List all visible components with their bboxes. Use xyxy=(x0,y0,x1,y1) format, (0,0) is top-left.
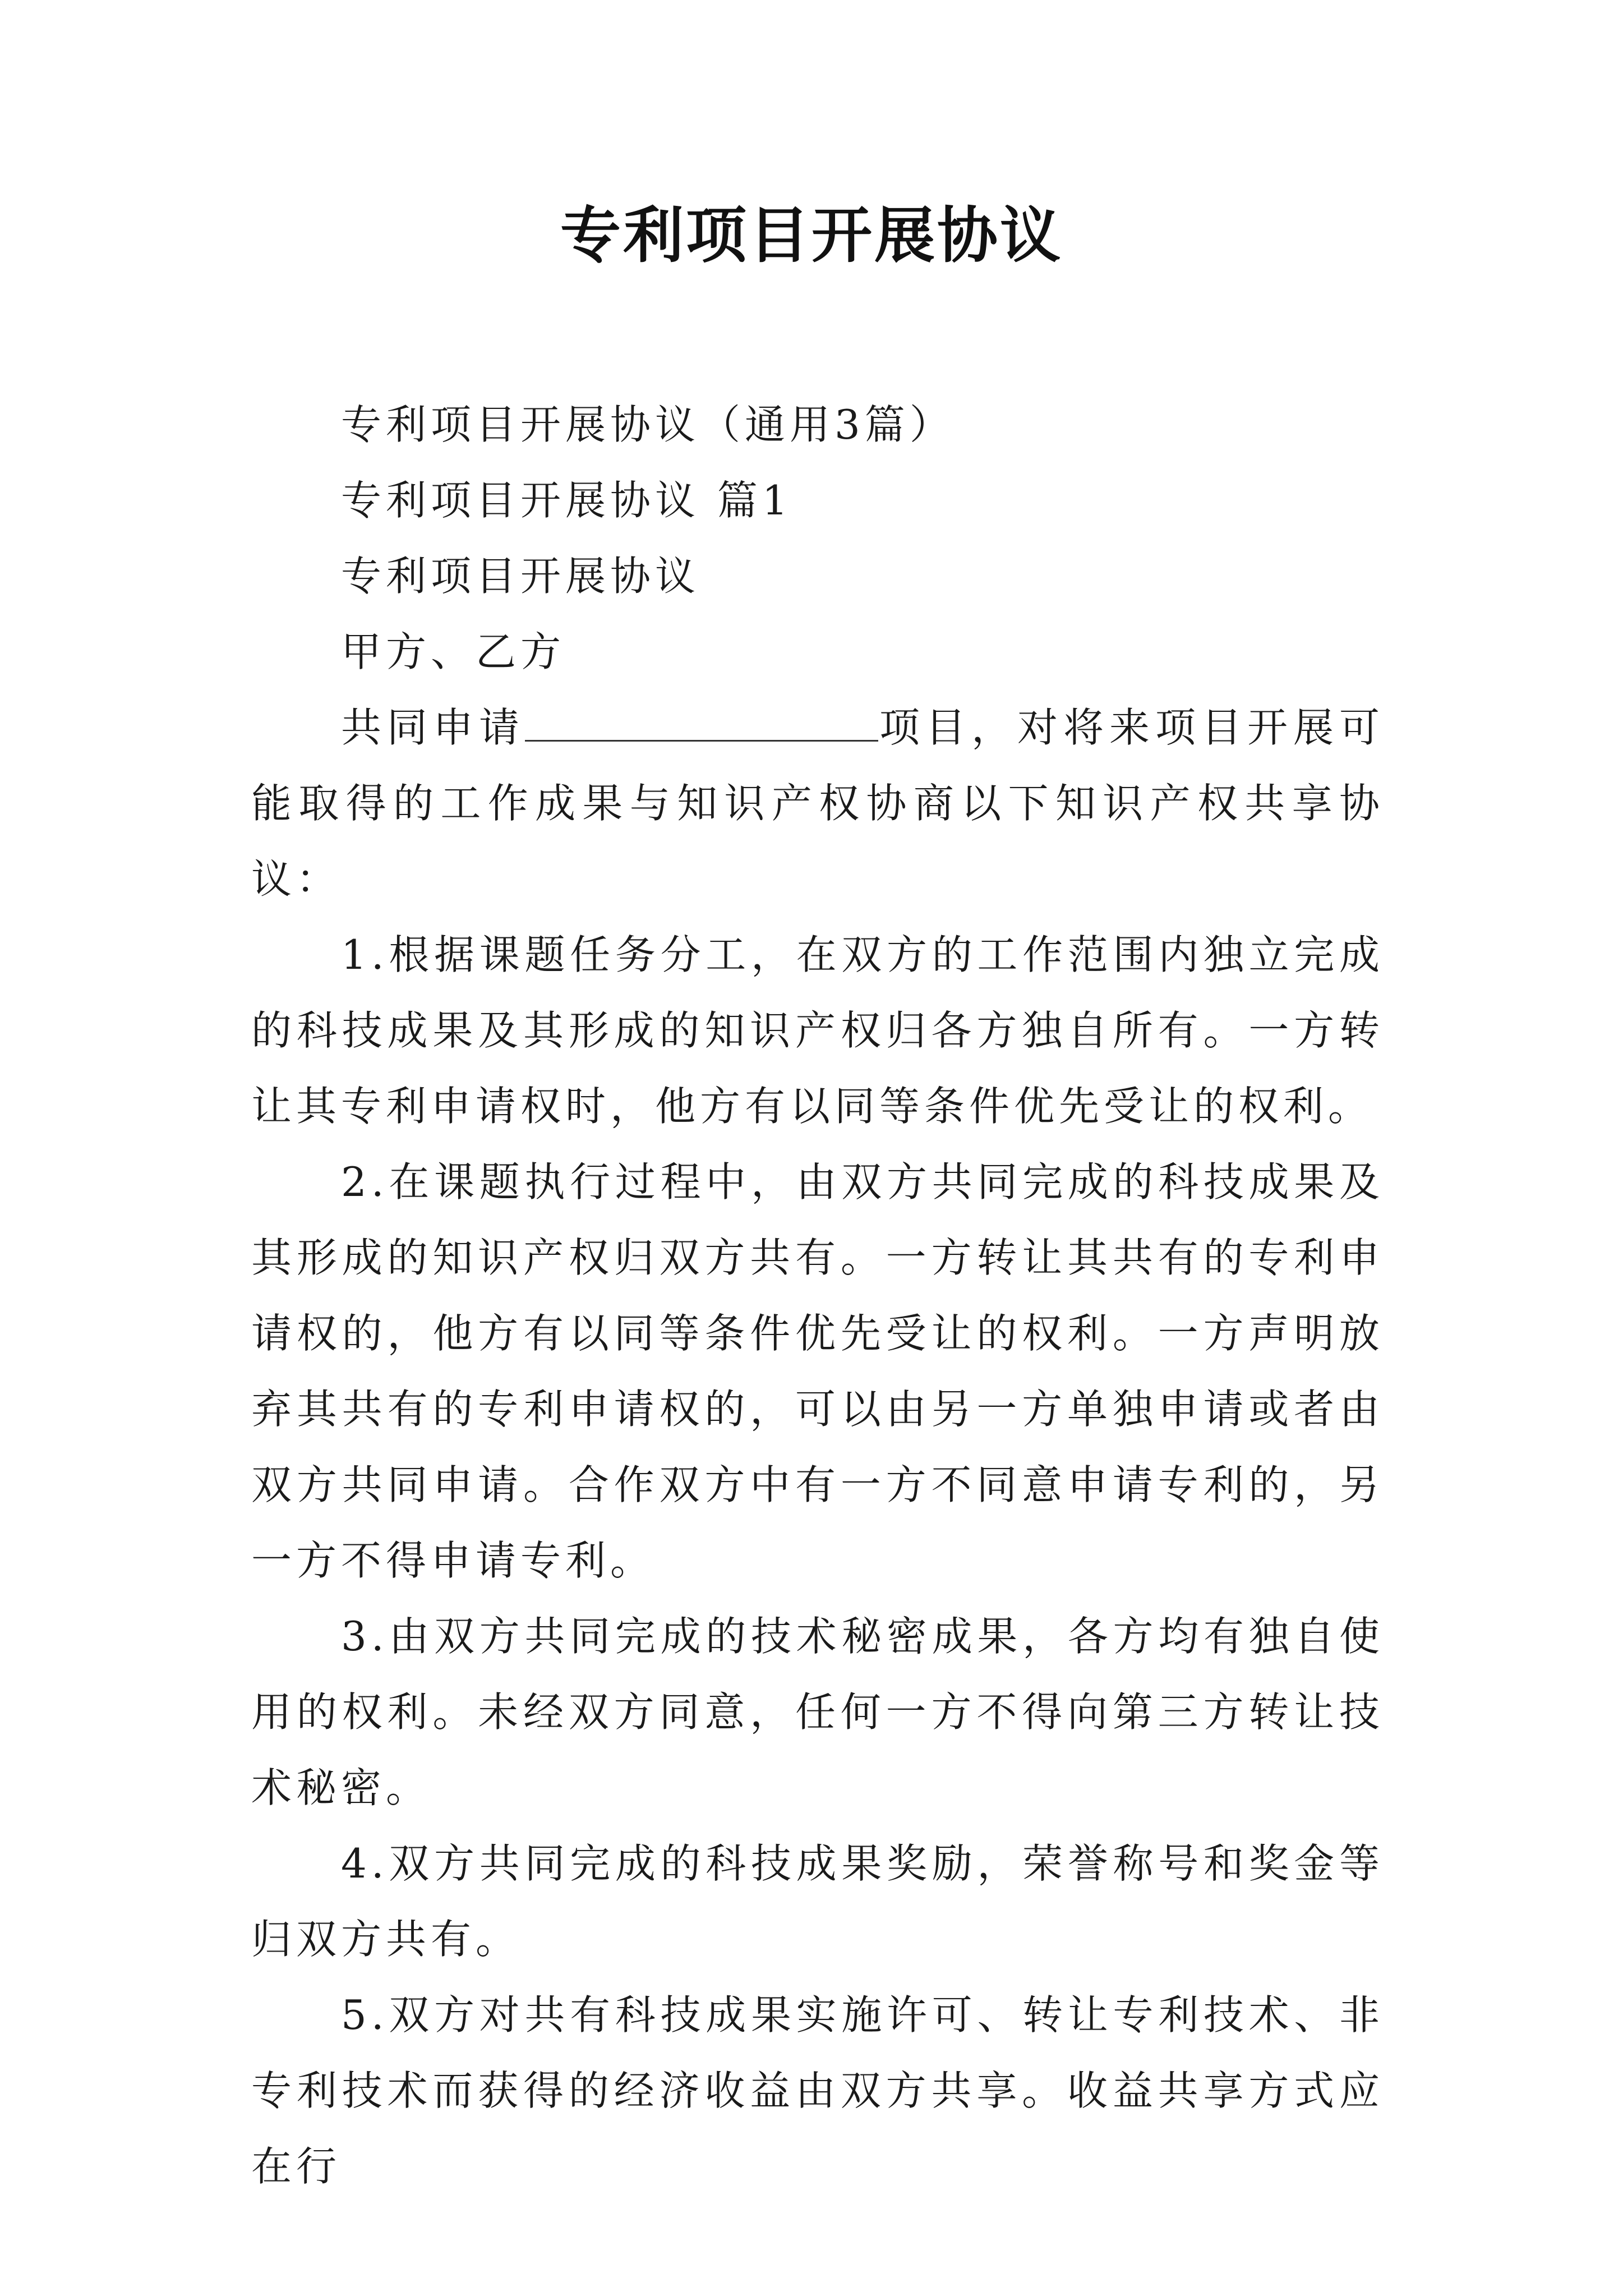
subtitle-paragraph: 专利项目开展协议（通用3篇） xyxy=(341,401,955,448)
section-heading: 专利项目开展协议 篇1 xyxy=(341,477,792,524)
intro-text-before: 共同申请 xyxy=(341,704,525,751)
clause-2: 2.在课题执行过程中，由双方共同完成的科技成果及其形成的知识产权归双方共有。一方转让其共有的专利申请权的，他方有以同等条件优先受让的权利。一方声明放弃其共有的专利申请权的，可以由另一方单独申请或者由双方共同申请。合作双方中有一方不同意申请专利的，另一方不得申请专利。 xyxy=(251,1158,1384,1584)
parties-line: 甲方、乙方 xyxy=(341,628,566,675)
intro-paragraph xyxy=(251,690,1384,917)
clause-5: 5.双方对共有科技成果实施许可、转让专利技术、非专利技术而获得的经济收益由双方共享。收益共享方式应在行 xyxy=(251,1991,1384,2190)
clause-3: 3.由双方共同完成的技术秘密成果，各方均有独自使用的权利。未经双方同意，任何一方不得向第三方转让技术秘密。 xyxy=(251,1613,1384,1811)
fill-in-blank xyxy=(525,704,878,742)
intro-text-after: 项目，对将来项目开展可能取得的工作成果与知识产权协商以下知识产权共享协议： xyxy=(251,704,1384,903)
agreement-name: 专利项目开展协议 xyxy=(341,553,700,600)
document-title: 专利项目开展协议 xyxy=(560,200,1063,271)
clause-1: 1.根据课题任务分工，在双方的工作范围内独立完成的科技成果及其形成的知识产权归各方独自所有。一方转让其专利申请权时，他方有以同等条件优先受让的权利。 xyxy=(251,931,1384,1130)
document-body xyxy=(251,387,1384,2205)
clause-4: 4.双方共同完成的科技成果奖励，荣誉称号和奖金等归双方共有。 xyxy=(251,1840,1384,1963)
